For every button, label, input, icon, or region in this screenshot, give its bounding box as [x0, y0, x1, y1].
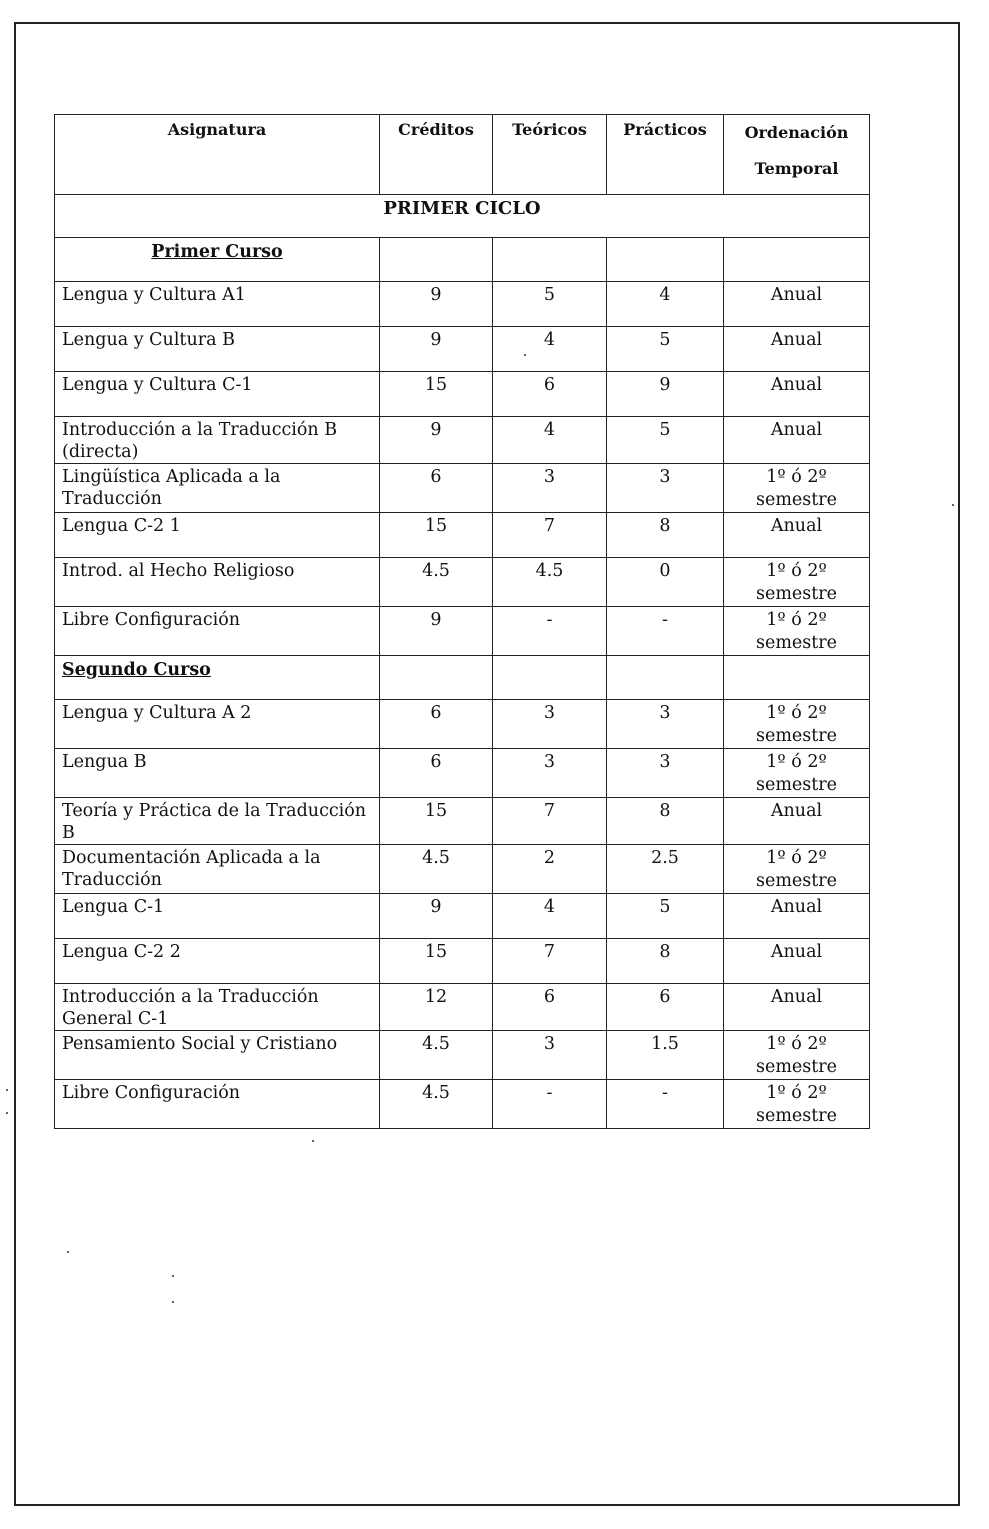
creditos-value: 4.5: [380, 1031, 493, 1080]
teoricos-value: 3: [493, 1031, 607, 1080]
practicos-value: 2.5: [607, 845, 724, 894]
practicos-value: 3: [607, 464, 724, 513]
practicos-value: -: [607, 1080, 724, 1129]
table-row: [55, 749, 870, 798]
subject-name: Libre Configuración: [55, 1080, 380, 1129]
header-practicos: Prácticos: [607, 115, 724, 195]
empty-cell: [607, 238, 724, 282]
cycle-row: [55, 195, 870, 238]
header-asignatura: Asignatura: [55, 115, 380, 195]
practicos-value: 5: [607, 417, 724, 464]
teoricos-value: 6: [493, 372, 607, 417]
ordenacion-value: Anual: [724, 417, 870, 464]
empty-cell: [380, 238, 493, 282]
practicos-value: 0: [607, 558, 724, 607]
subject-name: Lingüística Aplicada a la Traducción: [55, 464, 380, 513]
course-title: Segundo Curso: [55, 656, 380, 700]
ordenacion-value: Anual: [724, 939, 870, 984]
teoricos-value: 7: [493, 939, 607, 984]
subject-name: Lengua y Cultura B: [55, 327, 380, 372]
practicos-value: 6: [607, 984, 724, 1031]
creditos-value: 9: [380, 607, 493, 656]
table-row: [55, 558, 870, 607]
table-row: [55, 464, 870, 513]
ordenacion-value: 1º ó 2º semestre: [724, 1080, 870, 1129]
empty-cell: [380, 656, 493, 700]
table-row: [55, 372, 870, 417]
creditos-value: 9: [380, 894, 493, 939]
creditos-value: 9: [380, 282, 493, 327]
teoricos-value: 7: [493, 513, 607, 558]
practicos-value: -: [607, 607, 724, 656]
teoricos-value: 4.5: [493, 558, 607, 607]
empty-cell: [724, 656, 870, 700]
empty-cell: [493, 656, 607, 700]
header-ordenacion-temporal: [724, 115, 870, 195]
subject-name: Pensamiento Social y Cristiano: [55, 1031, 380, 1080]
header-creditos: Créditos: [380, 115, 493, 195]
creditos-value: 15: [380, 372, 493, 417]
subject-name: Lengua C-2 1: [55, 513, 380, 558]
creditos-value: 6: [380, 749, 493, 798]
ordenacion-value: Anual: [724, 894, 870, 939]
subject-name: Documentación Aplicada a la Traducción: [55, 845, 380, 894]
scan-speck: [172, 1301, 174, 1303]
table-row: [55, 607, 870, 656]
creditos-value: 4.5: [380, 558, 493, 607]
curriculum-table: [54, 114, 870, 1129]
scan-speck: [952, 504, 954, 506]
subject-name: Lengua y Cultura C-1: [55, 372, 380, 417]
practicos-value: 3: [607, 700, 724, 749]
creditos-value: 15: [380, 513, 493, 558]
practicos-value: 8: [607, 798, 724, 845]
ordenacion-value: Anual: [724, 798, 870, 845]
practicos-value: 5: [607, 327, 724, 372]
table-row: [55, 845, 870, 894]
creditos-value: 6: [380, 700, 493, 749]
practicos-value: 9: [607, 372, 724, 417]
table-row: [55, 894, 870, 939]
subject-name: Introducción a la Traducción B (directa): [55, 417, 380, 464]
subject-name: Introd. al Hecho Religioso: [55, 558, 380, 607]
ordenacion-value: 1º ó 2º semestre: [724, 700, 870, 749]
creditos-value: 4.5: [380, 1080, 493, 1129]
empty-cell: [493, 238, 607, 282]
subject-name: Introducción a la Traducción General C-1: [55, 984, 380, 1031]
ordenacion-value: 1º ó 2º semestre: [724, 607, 870, 656]
teoricos-value: 6: [493, 984, 607, 1031]
table-row: [55, 984, 870, 1031]
table-row: [55, 327, 870, 372]
header-temporal: Temporal: [754, 159, 839, 178]
teoricos-value: -: [493, 607, 607, 656]
teoricos-value: -: [493, 1080, 607, 1129]
creditos-value: 15: [380, 939, 493, 984]
practicos-value: 4: [607, 282, 724, 327]
ordenacion-value: 1º ó 2º semestre: [724, 749, 870, 798]
scan-speck: [6, 1089, 8, 1091]
practicos-value: 8: [607, 513, 724, 558]
creditos-value: 9: [380, 417, 493, 464]
subject-name: Libre Configuración: [55, 607, 380, 656]
subject-name: Lengua y Cultura A1: [55, 282, 380, 327]
table-row: [55, 700, 870, 749]
creditos-value: 12: [380, 984, 493, 1031]
header-row: [55, 115, 870, 195]
course-title: Primer Curso: [55, 238, 380, 282]
course-row: [55, 656, 870, 700]
creditos-value: 9: [380, 327, 493, 372]
ordenacion-value: Anual: [724, 984, 870, 1031]
teoricos-value: 4: [493, 417, 607, 464]
ordenacion-value: 1º ó 2º semestre: [724, 558, 870, 607]
table-body: [55, 195, 870, 1129]
practicos-value: 5: [607, 894, 724, 939]
empty-cell: [724, 238, 870, 282]
creditos-value: 4.5: [380, 845, 493, 894]
ordenacion-value: 1º ó 2º semestre: [724, 845, 870, 894]
course-row: [55, 238, 870, 282]
table-row: [55, 939, 870, 984]
practicos-value: 1.5: [607, 1031, 724, 1080]
table-row: [55, 1080, 870, 1129]
scan-speck: [312, 1140, 314, 1142]
table-row: [55, 513, 870, 558]
header-teoricos: Teóricos: [493, 115, 607, 195]
practicos-value: 3: [607, 749, 724, 798]
subject-name: Lengua B: [55, 749, 380, 798]
teoricos-value: 4: [493, 327, 607, 372]
teoricos-value: 3: [493, 749, 607, 798]
ordenacion-value: 1º ó 2º semestre: [724, 1031, 870, 1080]
cycle-title: PRIMER CICLO: [55, 195, 870, 238]
teoricos-value: 5: [493, 282, 607, 327]
creditos-value: 15: [380, 798, 493, 845]
ordenacion-value: 1º ó 2º semestre: [724, 464, 870, 513]
table-row: [55, 798, 870, 845]
ordenacion-value: Anual: [724, 282, 870, 327]
practicos-value: 8: [607, 939, 724, 984]
creditos-value: 6: [380, 464, 493, 513]
teoricos-value: 3: [493, 464, 607, 513]
table-row: [55, 1031, 870, 1080]
teoricos-value: 2: [493, 845, 607, 894]
empty-cell: [607, 656, 724, 700]
ordenacion-value: Anual: [724, 327, 870, 372]
subject-name: Teoría y Práctica de la Traducción B: [55, 798, 380, 845]
scan-speck: [67, 1251, 69, 1253]
teoricos-value: 3: [493, 700, 607, 749]
teoricos-value: 4: [493, 894, 607, 939]
scan-speck: [6, 1112, 8, 1114]
scan-speck: [172, 1275, 174, 1277]
ordenacion-value: Anual: [724, 513, 870, 558]
scan-speck: [524, 354, 526, 356]
header-ordenacion: Ordenación: [744, 123, 849, 142]
subject-name: Lengua C-2 2: [55, 939, 380, 984]
subject-name: Lengua C-1: [55, 894, 380, 939]
table-row: [55, 282, 870, 327]
ordenacion-value: Anual: [724, 372, 870, 417]
table-row: [55, 417, 870, 464]
subject-name: Lengua y Cultura A 2: [55, 700, 380, 749]
teoricos-value: 7: [493, 798, 607, 845]
